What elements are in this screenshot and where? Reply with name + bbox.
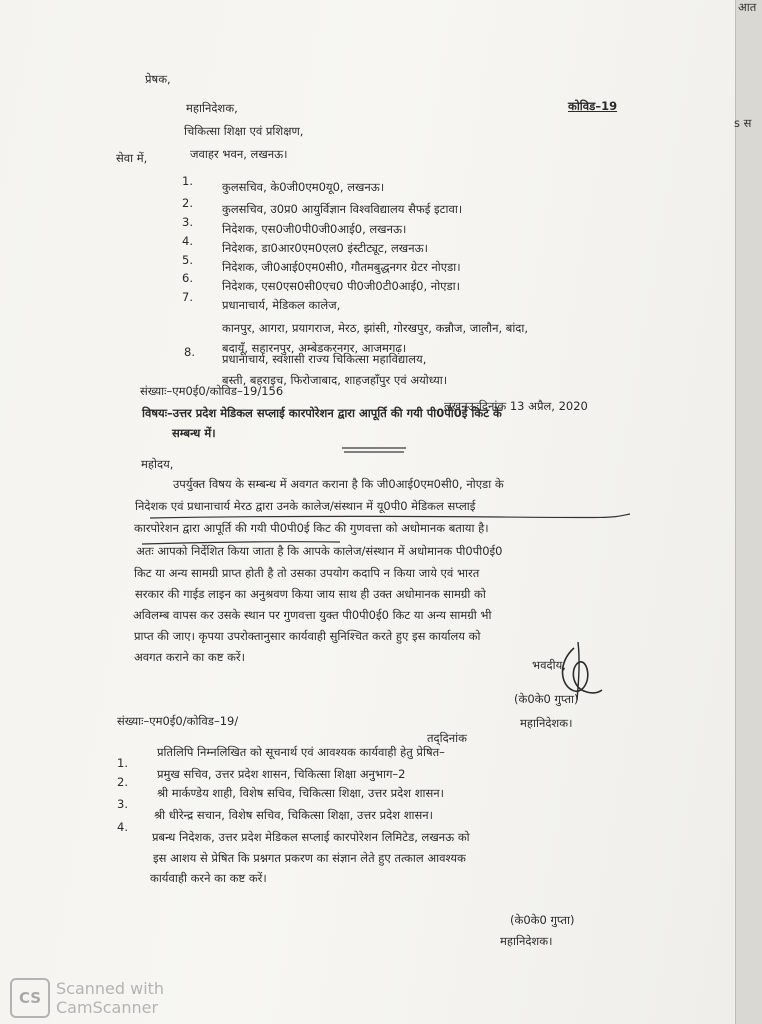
camscanner-logo: CS	[10, 978, 50, 1018]
copy-item-number: 4.	[117, 820, 128, 834]
body-line: अतः आपको निर्देशित किया जाता है कि आपके कालेज/संस्थान में अधोमानक पी0पी0ई0	[136, 544, 503, 558]
body-line: अविलम्ब वापस कर उसके स्थान पर गुणवत्ता युक्त पी0पी0ई0 किट या अन्य सामग्री भी	[133, 608, 492, 622]
letter-number: संख्याः–एम0ई0/कोविड–19/156	[140, 384, 284, 398]
recipient-number: 5.	[182, 253, 193, 267]
signatory-name: (के0के0 गुप्ता)	[514, 692, 579, 706]
edge-fragment-text: s स	[734, 116, 752, 130]
recipient-item: निदेशक, जी0आई0एम0सी0, गौतमबुद्धनगर ग्रेटर नोएडा।	[222, 260, 461, 274]
copy-item-continued: इस आशय से प्रेषित कि प्रश्नगत प्रकरण का संज्ञान लेते हुए तत्काल आवश्यक	[153, 851, 466, 865]
sender-address: जवाहर भवन, लखनऊ।	[190, 147, 288, 161]
copy-item-continued: कार्यवाही करने का कष्ट करें।	[150, 871, 267, 885]
recipient-item: निदेशक, एस0एस0सी0एच0 पी0जी0टी0आई0, नोएडा।	[222, 279, 461, 293]
handwritten-underline	[140, 512, 635, 548]
body-line: किट या अन्य सामग्री प्राप्त होती है तो उसका उपयोग कदापि न किया जाये एवं भारत	[134, 566, 480, 580]
recipient-number: 8.	[184, 345, 195, 359]
recipient-number: 1.	[182, 174, 193, 188]
recipient-item: कुलसचिव, उ0प्र0 आयुर्विज्ञान विश्वविद्यालय सैफई इटावा।	[222, 202, 463, 216]
edge-fragment-text: आत	[738, 0, 757, 14]
body-line: सरकार की गाईड लाइन का अनुश्रवण किया जाय साथ ही उक्त अधोमानक सामग्री को	[135, 587, 486, 601]
watermark-line: CamScanner	[56, 998, 159, 1017]
copy-item: प्रमुख सचिव, उत्तर प्रदेश शासन, चिकित्सा शिक्षा अनुभाग–2	[157, 767, 406, 781]
recipient-item: प्रधानाचार्य, मेडिकल कालेज,	[222, 298, 341, 312]
copy-item: प्रबन्ध निदेशक, उत्तर प्रदेश मेडिकल सप्लाई कारपोरेशन लिमिटेड, लखनऊ को	[152, 830, 470, 844]
sender-label: प्रेषक,	[145, 72, 171, 86]
copy-intro: प्रतिलिपि निम्नलिखित को सूचनार्थ एवं आवश्यक कार्यवाही हेतु प्रेषित–	[157, 745, 445, 759]
body-line: उपर्युक्त विषय के सम्बन्ध में अवगत कराना है कि जी0आई0एम0सी0, नोएडा के	[173, 477, 504, 491]
reference-tag: कोविड–19	[568, 99, 618, 113]
sender-designation: महानिदेशक,	[186, 101, 238, 115]
recipient-item: कुलसचिव, के0जी0एम0यू0, लखनऊ।	[222, 180, 385, 194]
closing-text: भवदीय,	[532, 658, 566, 672]
adjacent-page-edge	[735, 0, 762, 1024]
recipient-item: निदेशक, डा0आर0एम0एल0 इंस्टीट्यूट, लखनऊ।	[222, 241, 428, 255]
subject-line-continued: सम्बन्ध में।	[172, 426, 216, 440]
copy-item-number: 1.	[117, 756, 128, 770]
copy-date: तद्‌दिनांक	[427, 731, 467, 745]
salutation: महोदय,	[141, 457, 174, 471]
body-line: निदेशक एवं प्रधानाचार्य मेरठ द्वारा उनके कालेज/संस्थान में यू0पी0 मेडिकल सप्लाई	[135, 499, 476, 513]
watermark-line: Scanned with	[56, 979, 165, 998]
recipient-number: 4.	[182, 234, 193, 248]
copy-item-number: 3.	[117, 797, 128, 811]
copy-item: श्री मार्कण्डेय शाही, विशेष सचिव, चिकित्सा शिक्षा, उत्तर प्रदेश शासन।	[157, 786, 445, 800]
recipient-number: 3.	[182, 215, 193, 229]
recipient-number: 6.	[182, 271, 193, 285]
recipients-label: सेवा में,	[116, 151, 148, 165]
signatory-designation: महानिदेशक।	[520, 716, 573, 730]
subject-line: विषयः–उत्तर प्रदेश मेडिकल सप्लाई कारपोरेशन द्वारा आपूर्ति की गयी पी0पी0ई किट के	[142, 406, 502, 420]
recipient-item-continued: बस्ती, बहराइच, फिरोजाबाद, शाहजहाँपुर एवं अयोध्या।	[222, 373, 448, 387]
separator-mark	[340, 446, 410, 454]
body-line: प्राप्त की जाए। कृपया उपरोक्तानुसार कार्यवाही सुनिश्चित करते हुए इस कार्यालय को	[134, 629, 481, 643]
copy-letter-number: संख्याः–एम0ई0/कोविड–19/	[117, 714, 239, 728]
signatory-designation: महानिदेशक।	[500, 934, 553, 948]
recipient-number: 2.	[182, 196, 193, 210]
copy-item-number: 2.	[117, 775, 128, 789]
body-line: कारपोरेशन द्वारा आपूर्ति की गयी पी0पी0ई किट की गुणवत्ता को अधोमानक बताया है।	[134, 521, 489, 535]
recipient-number: 7.	[182, 290, 193, 304]
recipient-item-continued: बदायूँ, सहारनपुर, अम्बेडकरनगर, आजमगढ़।	[222, 341, 407, 355]
sender-department: चिकित्सा शिक्षा एवं प्रशिक्षण,	[184, 124, 304, 138]
signatory-name: (के0के0 गुप्ता)	[510, 913, 575, 927]
recipient-item: निदेशक, एस0जी0पी0जी0आई0, लखनऊ।	[222, 222, 407, 236]
recipient-item: प्रधानाचार्य, स्वशासी राज्य चिकित्सा महाविद्यालय,	[222, 352, 427, 366]
scanner-watermark	[10, 978, 164, 1018]
body-line: अवगत कराने का कष्ट करें।	[134, 650, 245, 664]
letter-date: लखनऊःदिनांक 13 अप्रैल, 2020	[444, 399, 588, 413]
copy-item: श्री धीरेन्द्र सचान, विशेष सचिव, चिकित्सा शिक्षा, उत्तर प्रदेश शासन।	[154, 808, 434, 822]
recipient-item-continued: कानपुर, आगरा, प्रयागराज, मेरठ, झांसी, गोरखपुर, कन्नौज, जालौन, बांदा,	[222, 321, 529, 335]
